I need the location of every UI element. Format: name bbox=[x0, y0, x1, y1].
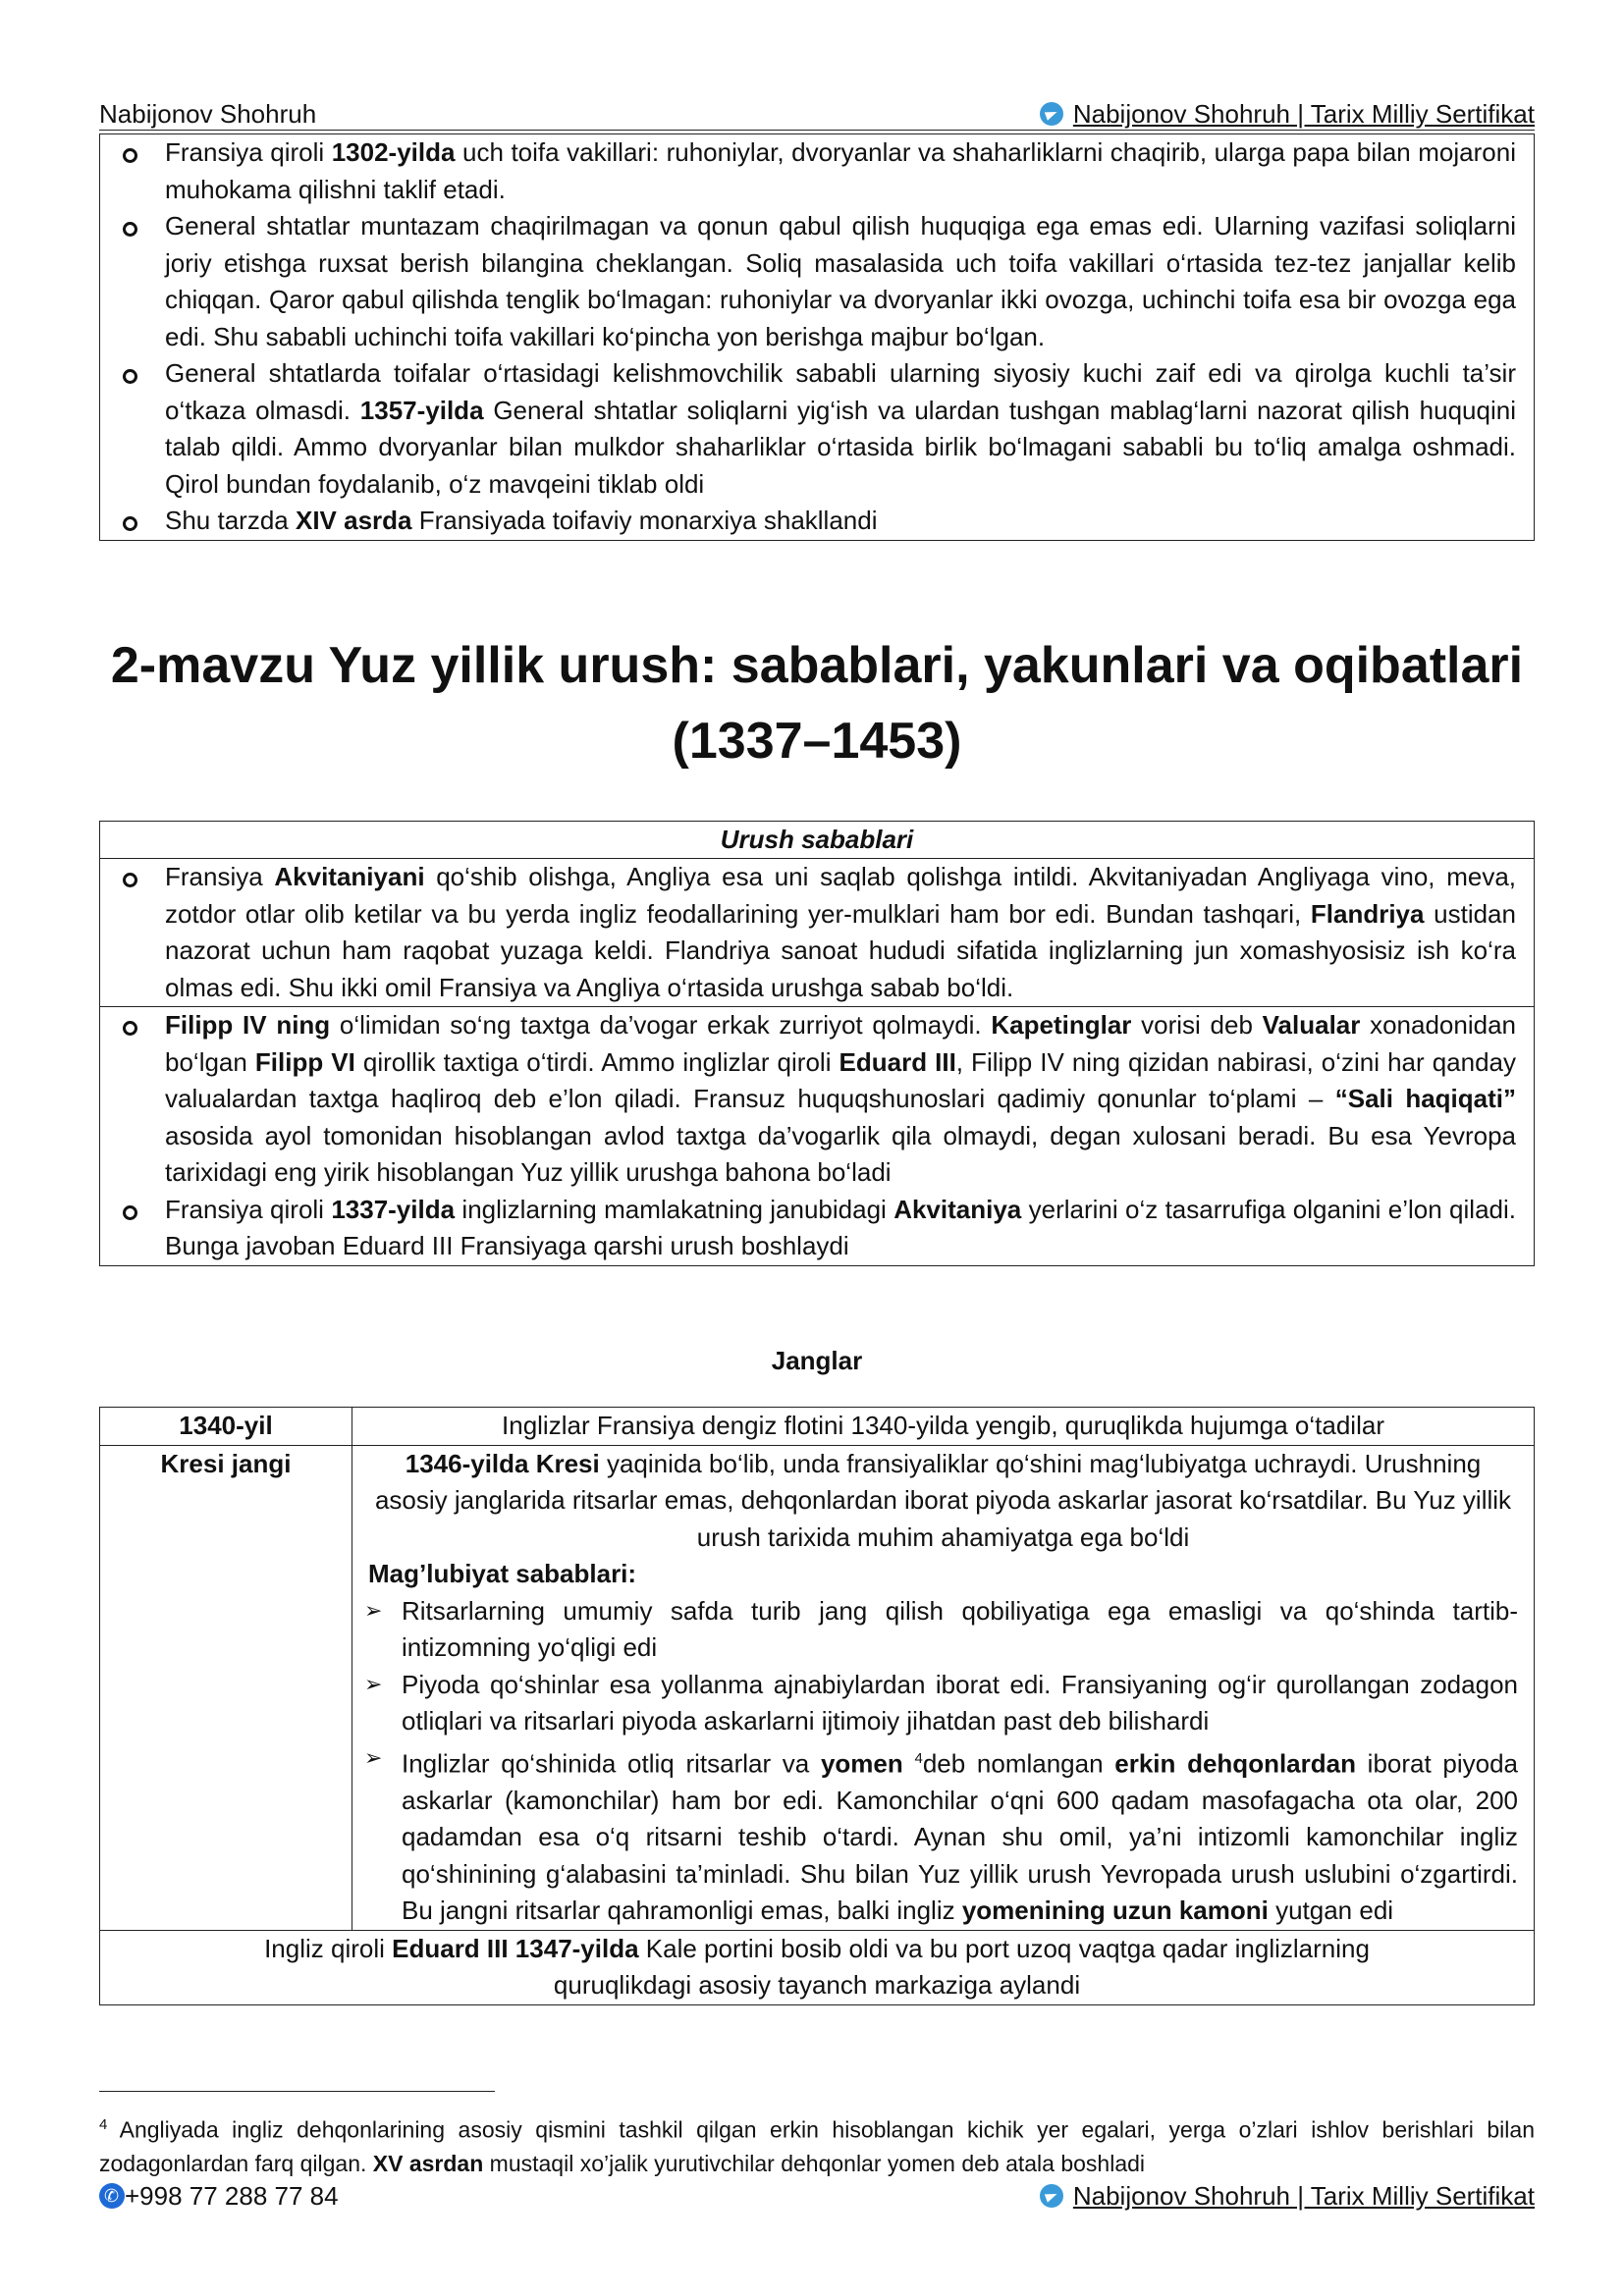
battles-heading: Janglar bbox=[771, 1346, 863, 1375]
reason-item-3: ➢ Inglizlar qo‘shinida otliq ritsarlar va yomen $^4$deb nomlangan erkin dehqonlardan iborat piyoda askarlar (kamonchilar) ham bor edi. Kamonchilar o‘qni 600 qadam masofagacha ota olar, 200 qadamdan esa o‘q ritsarni teshib o‘tardi. Aynan shu omil, ya’ni intizomli kamonchilar ingliz qo‘shinining g‘alabasini ta’minladi. Shu bilan Yuz yillik urush Yevropada urush uslubini o‘zgartirdi. Bu jangni ritsarlar qahramonligi emas, balki ingliz yomenining uzun kamoni yutgan edi bbox=[352, 1740, 1534, 1930]
table-row bbox=[100, 1408, 1535, 1446]
row-text-1340: Inglizlar Fransiya dengiz flotini 1340-yilda yengib, quruqlikda hujumga o‘tadilar bbox=[352, 1408, 1535, 1446]
section-title-line2: (1337–1453) bbox=[672, 713, 962, 770]
footnote-ref: 4 bbox=[914, 1749, 923, 1767]
section-title-line1: 2-mavzu Yuz yillik urush: sabablari, yakunlari va oqibatlari bbox=[110, 637, 1524, 694]
reason-item-2: ➢ Piyoda qo‘shinlar esa yollanma ajnabiylardan iborat edi. Fransiyaning og‘ir qurollangan zodagon otliqlari va ritsarlari piyoda askarlarni ijtimoiy jihatdan past deb bilishardi bbox=[352, 1667, 1534, 1740]
battles-table bbox=[99, 1407, 1535, 2005]
defeat-reasons-heading: Mag’lubiyat sabablari: bbox=[368, 1559, 637, 1588]
footer-phone[interactable] bbox=[99, 2179, 339, 2213]
section-title bbox=[99, 628, 1535, 779]
cause-item-3: Fransiya qiroli 1337-yilda inglizlarning mamlakatning janubidagi Akvitaniya yerlarini o‘z tasarrufiga olganini e’lon qiladi. Bunga javoban Eduard III Fransiyaga qarshi urush boshlaydi bbox=[100, 1192, 1534, 1265]
header-author: Nabijonov Shohruh bbox=[99, 99, 317, 129]
top-bullet-box bbox=[99, 133, 1535, 541]
cause-item-1: Fransiya Akvitaniyani qo‘shib olishga, Angliya esa uni saqlab qolishga intildi. Akvitaniyadan Angliyaga vino, meva, zotdor otlar olib ketilar va bu yerda ingliz feodallarining yer-mulklari ham bor edi. Bundan tashqari, Flandriya ustidan nazorat uchun ham raqobat yuzaga keldi. Flandriya sanoat hududi sifatida inglizlarning jun xomashyosisiz ish ko‘ra olmas edi. Shu ikki omil Fransiya va Angliya o‘rtasida urushga sabab bo‘ldi. bbox=[100, 859, 1534, 1006]
list-item: General shtatlar muntazam chaqirilmagan va qonun qabul qilish huquqiga ega emas edi. Ularning vazifasi soliqlarni joriy etishga ruxsat berish bilangina cheklangan. Soliq masalasida uch toifa vakillari o‘rtasida tez-tez janjallar kelib chiqqan. Qaror qabul qilishda tenglik bo‘lmagan: ruhoniylar va dvoryanlar ikki ovozga, uchinchi toifa esa bir ovozga ega edi. Shu sababli uchinchi toifa vakillari ko‘pincha yon berishga majbur bo‘lgan. bbox=[100, 208, 1534, 355]
row-label-kresi: Kresi jangi bbox=[100, 1445, 352, 1930]
causes-box bbox=[99, 821, 1535, 1266]
page-footer bbox=[99, 2179, 1535, 2213]
row-label-1340: 1340-yil bbox=[100, 1408, 352, 1446]
footer-channel-link[interactable] bbox=[1040, 2179, 1535, 2213]
table-row bbox=[100, 1930, 1535, 2004]
footer-channel-text: Nabijonov Shohruh | Tarix Milliy Sertifikat bbox=[1072, 2181, 1535, 2211]
table-row bbox=[100, 1445, 1535, 1930]
footnote: $^4$ Angliyada ingliz dehqonlarining asosiy qismini tashkil qilgan erkin hisoblangan kichik yer egalari, yerga o’zlari ishlov berishlari bilan zodagonlardan farq qilgan. XV asrdan mustaqil xo’jalik yurutivchilar dehqonlar yomen deb atala boshladi bbox=[99, 2116, 1535, 2176]
phone-icon bbox=[99, 2183, 125, 2209]
causes-caption: Urush sabablari bbox=[100, 822, 1534, 859]
header-channel-text: Nabijonov Shohruh | Tarix Milliy Sertifikat bbox=[1072, 99, 1535, 129]
row-content-kresi bbox=[352, 1445, 1535, 1930]
kale-row: Ingliz qiroli Eduard III 1347-yilda Kale portini bosib oldi va bu port uzoq vaqtga qadar inglizlarning quruqlikdagi asosiy tayanch markaziga aylandi bbox=[100, 1930, 1535, 2004]
telegram-icon bbox=[1040, 2184, 1063, 2208]
kresi-intro: 1346-yilda Kresi yaqinida bo‘lib, unda fransiyaliklar qo‘shini mag‘lubiyatga uchraydi. Urushning asosiy janglarida ritsarlar emas, dehqonlardan iborat piyoda askarlar jasorat ko‘rsatdilar. Bu Yuz yillik urush tarixida muhim ahamiyatga ega bo‘ldi bbox=[374, 1448, 1512, 1552]
telegram-icon bbox=[1040, 102, 1063, 126]
page-header bbox=[99, 98, 1535, 131]
cause-item-2: Filipp IV ning o‘limidan so‘ng taxtga da’vogar erkak zurriyot qolmaydi. Kapetinglar vorisi deb Valualar xonadonidan bo‘lgan Filipp VI qirollik taxtiga o‘tirdi. Ammo inglizlar qiroli Eduard III, Filipp IV ning qizidan nabirasi, o‘zini har qanday valualardan taxtga haqliroq deb e’lon qiladi. Fransuz huquqshunoslari qadimiy qonunlar to‘plami – “Sali haqiqati” asosida ayol tomonidan hisoblangan avlod taxtga da’vogarlik qila olmaydi, degan xulosani beradi. Bu esa Yevropa tarixidagi eng yirik hisoblangan Yuz yillik urushga bahona bo‘ladi bbox=[100, 1007, 1534, 1192]
footer-phone-number: +998 77 288 77 84 bbox=[125, 2181, 339, 2211]
footnote-divider bbox=[99, 2091, 495, 2092]
reason-item-1: ➢ Ritsarlarning umumiy safda turib jang qilish qobiliyatiga ega emasligi va qo‘shinda tartib-intizomning yo‘qligi edi bbox=[352, 1593, 1534, 1667]
list-item: General shtatlarda toifalar o‘rtasidagi kelishmovchilik sababli ularning siyosiy kuchi zaif edi va qirolga kuchli ta’sir o‘tkaza olmasdi. 1357-yilda General shtatlar soliqlarni yig‘ish va ulardan tushgan mablag‘larni nazorat qilish huquqini talab qildi. Ammo dvoryanlar bilan mulkdor shaharliklar o‘rtasida birlik bo‘lmagani sababli bu to‘liq amalga oshmadi. Qirol bundan foydalanib, o‘z mavqeini tiklab oldi bbox=[100, 355, 1534, 503]
list-item: Fransiya qiroli 1302-yilda uch toifa vakillari: ruhoniylar, dvoryanlar va shaharliklarni chaqirib, ularga papa bilan mojaroni muhokama qilishni taklif etadi. bbox=[100, 134, 1534, 208]
list-item: Shu tarzda XIV asrda Fransiyada toifaviy monarxiya shakllandi bbox=[100, 503, 1534, 540]
header-channel-link[interactable] bbox=[1040, 98, 1535, 130]
